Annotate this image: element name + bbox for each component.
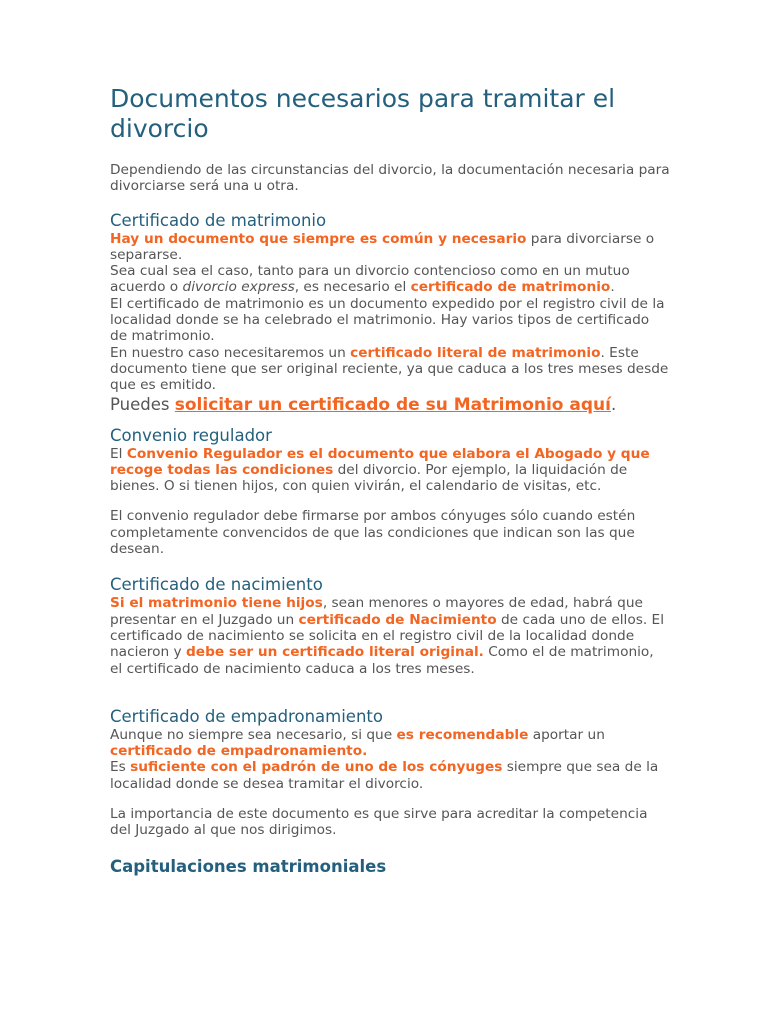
heading-capitulaciones-matrimoniales: Capitulaciones matrimoniales — [110, 856, 387, 876]
cta-suffix: . — [610, 394, 617, 414]
text: En nuestro caso necesitaremos un — [110, 344, 351, 361]
text: aportar un — [528, 726, 605, 743]
heading-certificado-nacimiento: Certificado de nacimiento — [110, 575, 323, 595]
text: siempre que sea de la localidad donde se desea tramitar el divorcio. — [110, 759, 659, 792]
empadronamiento-paragraph-1 — [110, 727, 670, 760]
nacimiento-paragraph — [110, 595, 670, 676]
matrimonio-paragraph-1 — [110, 231, 670, 264]
text: Como el de matrimonio, el certificado de nacimiento caduca a los tres meses. — [110, 644, 654, 677]
text: Aunque no siempre sea necesario, si que — [110, 726, 397, 743]
text: , es necesario el — [294, 279, 411, 296]
empadronamiento-paragraph-3: La importancia de este documento es que sirve para acreditar la competencia del Juzgado al que nos dirigimos. — [110, 806, 648, 839]
matrimonio-paragraph-4 — [110, 345, 670, 394]
text: de cada uno de ellos. El certificado de nacimiento se solicita en el registro civil de la localidad donde nacieron y — [110, 611, 665, 661]
heading-convenio-regulador: Convenio regulador — [110, 425, 272, 445]
text: para divorciarse o separarse. — [110, 230, 655, 263]
convenio-paragraph-2: El convenio regulador debe firmarse por ambos cónyuges sólo cuando estén completamente convencidos de que las condiciones que indican son las que desean. — [110, 508, 636, 558]
matrimonio-paragraph-2 — [110, 263, 670, 296]
empadronamiento-paragraph-2 — [110, 759, 670, 792]
intro-paragraph: Dependiendo de las circunstancias del divorcio, la documentación necesaria para divorciarse será una u otra. — [110, 162, 670, 195]
heading-certificado-matrimonio: Certificado de matrimonio — [110, 210, 327, 230]
highlight: debe ser un certificado literal original. — [186, 644, 484, 661]
cta-prefix: Puedes — [110, 394, 175, 414]
text: del divorcio. Por ejemplo, la liquidación de bienes. O si tienen hijos, con quien vivirán, el calendario de visitas, etc. — [110, 461, 628, 495]
solicitar-certificado-link[interactable]: solicitar un certificado de su Matrimonio aquí — [174, 394, 611, 415]
cta-line — [110, 394, 670, 416]
highlight: Convenio Regulador es el documento que elabora el Abogado y que recoge todas las condiciones — [110, 445, 650, 478]
text: . Este documento tiene que ser original reciente, ya que caduca a los tres meses desde que es emitido. — [110, 344, 669, 394]
matrimonio-paragraph-3: El certificado de matrimonio es un documento expedido por el registro civil de la localidad donde se ha celebrado el matrimonio. Hay varios tipos de certificado de matrimonio. — [110, 295, 665, 345]
highlight: es recomendable — [396, 726, 529, 743]
text: . — [610, 279, 615, 296]
highlight: certificado de Nacimiento — [298, 611, 497, 628]
highlight: certificado literal de matrimonio — [350, 344, 601, 361]
highlight: certificado de matrimonio — [410, 279, 611, 296]
heading-certificado-empadronamiento: Certificado de empadronamiento — [110, 706, 383, 726]
convenio-paragraph-1 — [110, 446, 670, 495]
highlight: suficiente con el padrón de uno de los cónyuges — [130, 759, 503, 776]
page-title: Documentos necesarios para tramitar el divorcio — [110, 84, 616, 143]
text: Es — [110, 759, 131, 776]
text: El — [110, 445, 127, 462]
highlight: Hay un documento que siempre es común y necesario — [110, 230, 527, 247]
highlight: certificado de empadronamiento. — [110, 743, 368, 760]
text: , sean menores o mayores de edad, habrá que presentar en el Juzgado un — [110, 595, 643, 628]
text: Sea cual sea el caso, tanto para un divorcio contencioso como en un mutuo acuerdo o — [110, 263, 630, 296]
emphasis: divorcio express — [182, 279, 295, 296]
document-page — [110, 84, 670, 877]
highlight: Si el matrimonio tiene hijos — [110, 595, 323, 612]
